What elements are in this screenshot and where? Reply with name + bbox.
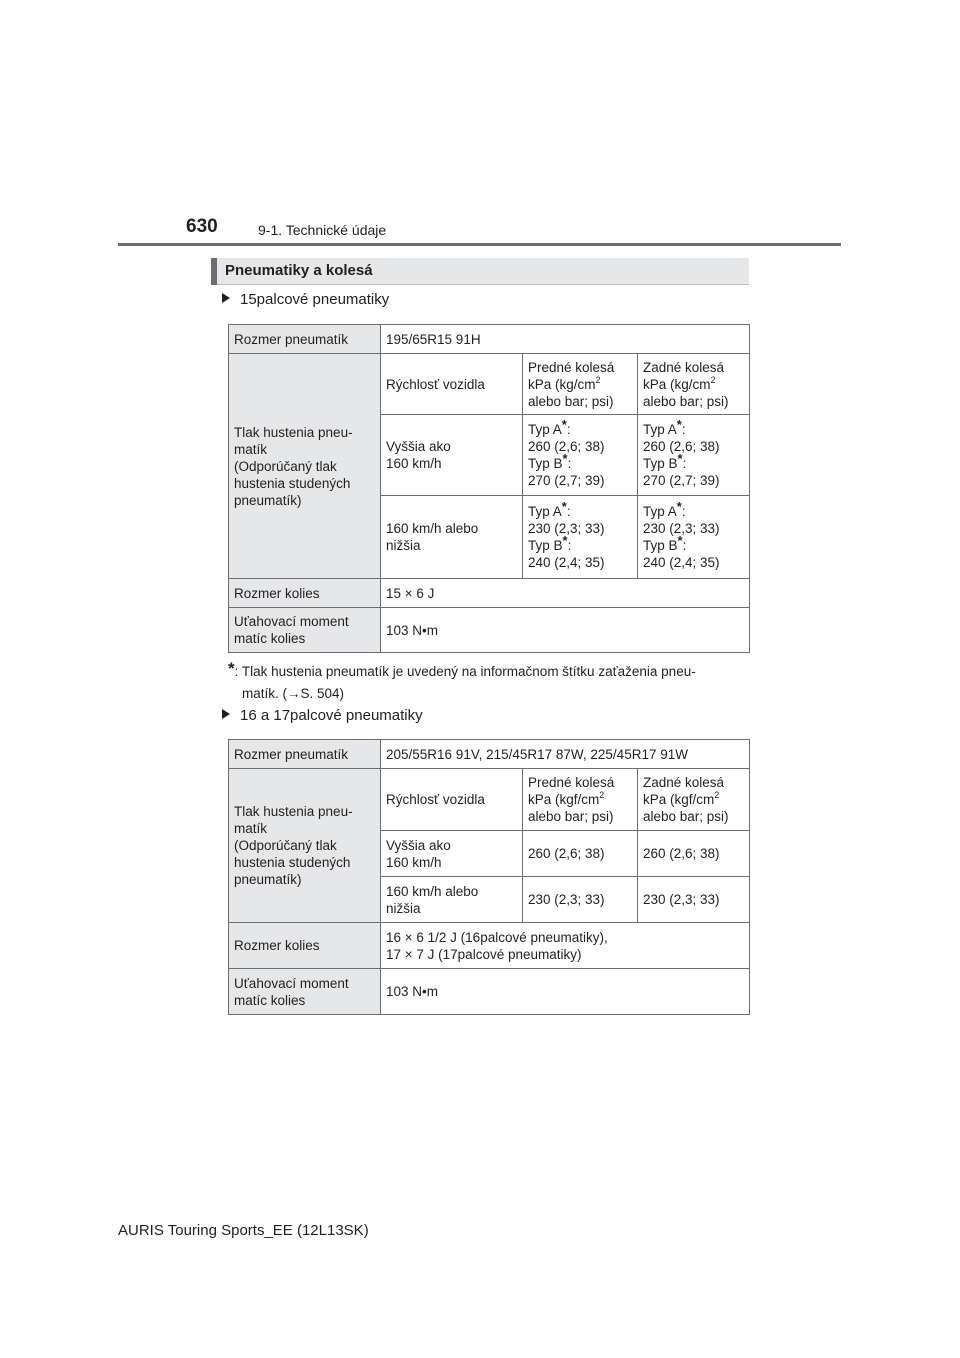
tire-size-label: Rozmer pneumatík xyxy=(229,325,381,354)
pressure-label-line: Tlak hustenia pneu- xyxy=(234,424,353,440)
tire-size-label: Rozmer pneumatík xyxy=(229,740,381,769)
front-pressure-low: 230 (2,3; 33) xyxy=(523,877,638,923)
footnote xyxy=(228,658,758,705)
rear-header xyxy=(638,354,750,415)
pressure-label-line: (Odporúčaný tlak xyxy=(234,458,337,474)
speed-high: Vyššia ako 160 km/h xyxy=(381,831,523,877)
heading-accent xyxy=(211,258,217,285)
pressure-label: Tlak hustenia pneu- matík (Odporúčaný tlak hustenia studených pneumatík) xyxy=(229,769,381,923)
page-number: 630 xyxy=(186,216,218,237)
front-header-line: Predné kolesá xyxy=(528,359,615,375)
wheel-size-label: Rozmer kolies xyxy=(229,923,381,969)
torque-value: 103 N•m xyxy=(381,608,750,653)
section-heading: Pneumatiky a kolesá xyxy=(225,262,373,279)
table-row xyxy=(229,923,750,969)
wheel-size-value: 15 × 6 J xyxy=(381,579,750,608)
front-header-line: kPa ($kg/cm^2$ xyxy=(528,374,601,392)
speed-header: Rýchlosť vozidla xyxy=(381,769,523,831)
table-row xyxy=(229,740,750,769)
speed-high: Vyššia ako 160 km/h xyxy=(381,415,523,496)
header-rule xyxy=(118,243,841,246)
subhead-16-17-inch xyxy=(222,707,423,724)
footer-model: AURIS Touring Sports_EE (12L13SK) xyxy=(118,1222,369,1239)
rear-pressure-low: Typ A*: 230 (2,3; 33) Typ B*: 240 (2,4; 35) xyxy=(638,496,750,579)
footnote-mark: * xyxy=(228,659,235,678)
front-pressure-high: 260 (2,6; 38) xyxy=(523,831,638,877)
speed-header: Rýchlosť vozidla xyxy=(381,354,523,415)
torque-label: Uťahovací moment matíc kolies xyxy=(229,608,381,653)
arrow-right-icon xyxy=(222,293,230,303)
section-heading-bar xyxy=(211,258,749,285)
table-row xyxy=(229,579,750,608)
subhead-15-inch xyxy=(222,291,389,308)
torque-label: Uťahovací moment matíc kolies xyxy=(229,969,381,1015)
torque-value: 103 N•m xyxy=(381,969,750,1015)
table-row xyxy=(229,608,750,653)
front-header xyxy=(523,354,638,415)
rear-header-line: kPa ($kg/cm^2$ xyxy=(643,374,716,392)
front-pressure-high: Typ A*: 260 (2,6; 38) Typ B*: 270 (2,7; 39) xyxy=(523,415,638,496)
table-row xyxy=(229,969,750,1015)
tire-size-value: 205/55R16 91V, 215/45R17 87W, 225/45R17 91W xyxy=(381,740,750,769)
speed-low: 160 km/h alebo nižšia xyxy=(381,877,523,923)
subhead-text: 15palcové pneumatiky xyxy=(240,291,390,308)
section-title: 9-1. Technické údaje xyxy=(258,222,387,238)
rear-pressure-high: Typ A*: 260 (2,6; 38) Typ B*: 270 (2,7; 39) xyxy=(638,415,750,496)
table-row xyxy=(229,354,750,415)
table-row xyxy=(229,325,750,354)
pressure-label xyxy=(229,354,381,579)
table-row xyxy=(229,769,750,831)
subhead-text: 16 a 17palcové pneumatiky xyxy=(240,707,423,724)
rear-header-line: alebo bar; psi) xyxy=(643,393,729,409)
pressure-label-line: matík xyxy=(234,441,268,457)
front-pressure-low: Typ A*: 230 (2,3; 33) Typ B*: 240 (2,4; 35) xyxy=(523,496,638,579)
speed-low: 160 km/h alebo nižšia xyxy=(381,496,523,579)
wheel-size-value: 16 × 6 1/2 J (16palcové pneumatiky), 17 × 7 J (17palcové pneumatiky) xyxy=(381,923,750,969)
front-header-line: alebo bar; psi) xyxy=(528,393,614,409)
footnote-text: : Tlak hustenia pneumatík je uvedený na informačnom štítku zaťaženia pneu- xyxy=(234,664,696,679)
wheel-size-label: Rozmer kolies xyxy=(229,579,381,608)
rear-pressure-high: 260 (2,6; 38) xyxy=(638,831,750,877)
rear-header: Zadné kolesá kPa ($kgf/cm^2$ alebo bar; psi) xyxy=(638,769,750,831)
rear-pressure-low: 230 (2,3; 33) xyxy=(638,877,750,923)
front-header: Predné kolesá kPa ($kgf/cm^2$ alebo bar; psi) xyxy=(523,769,638,831)
pressure-label-line: hustenia studených xyxy=(234,475,351,491)
spec-table-15-inch xyxy=(228,324,750,653)
footnote-text-cont: matík. (→S. 504) xyxy=(242,686,345,701)
arrow-right-icon xyxy=(222,709,230,719)
pressure-label-line: pneumatík) xyxy=(234,492,302,508)
rear-header-line: Zadné kolesá xyxy=(643,359,725,375)
tire-size-value: 195/65R15 91H xyxy=(381,325,750,354)
spec-table-16-17-inch xyxy=(228,739,750,1015)
